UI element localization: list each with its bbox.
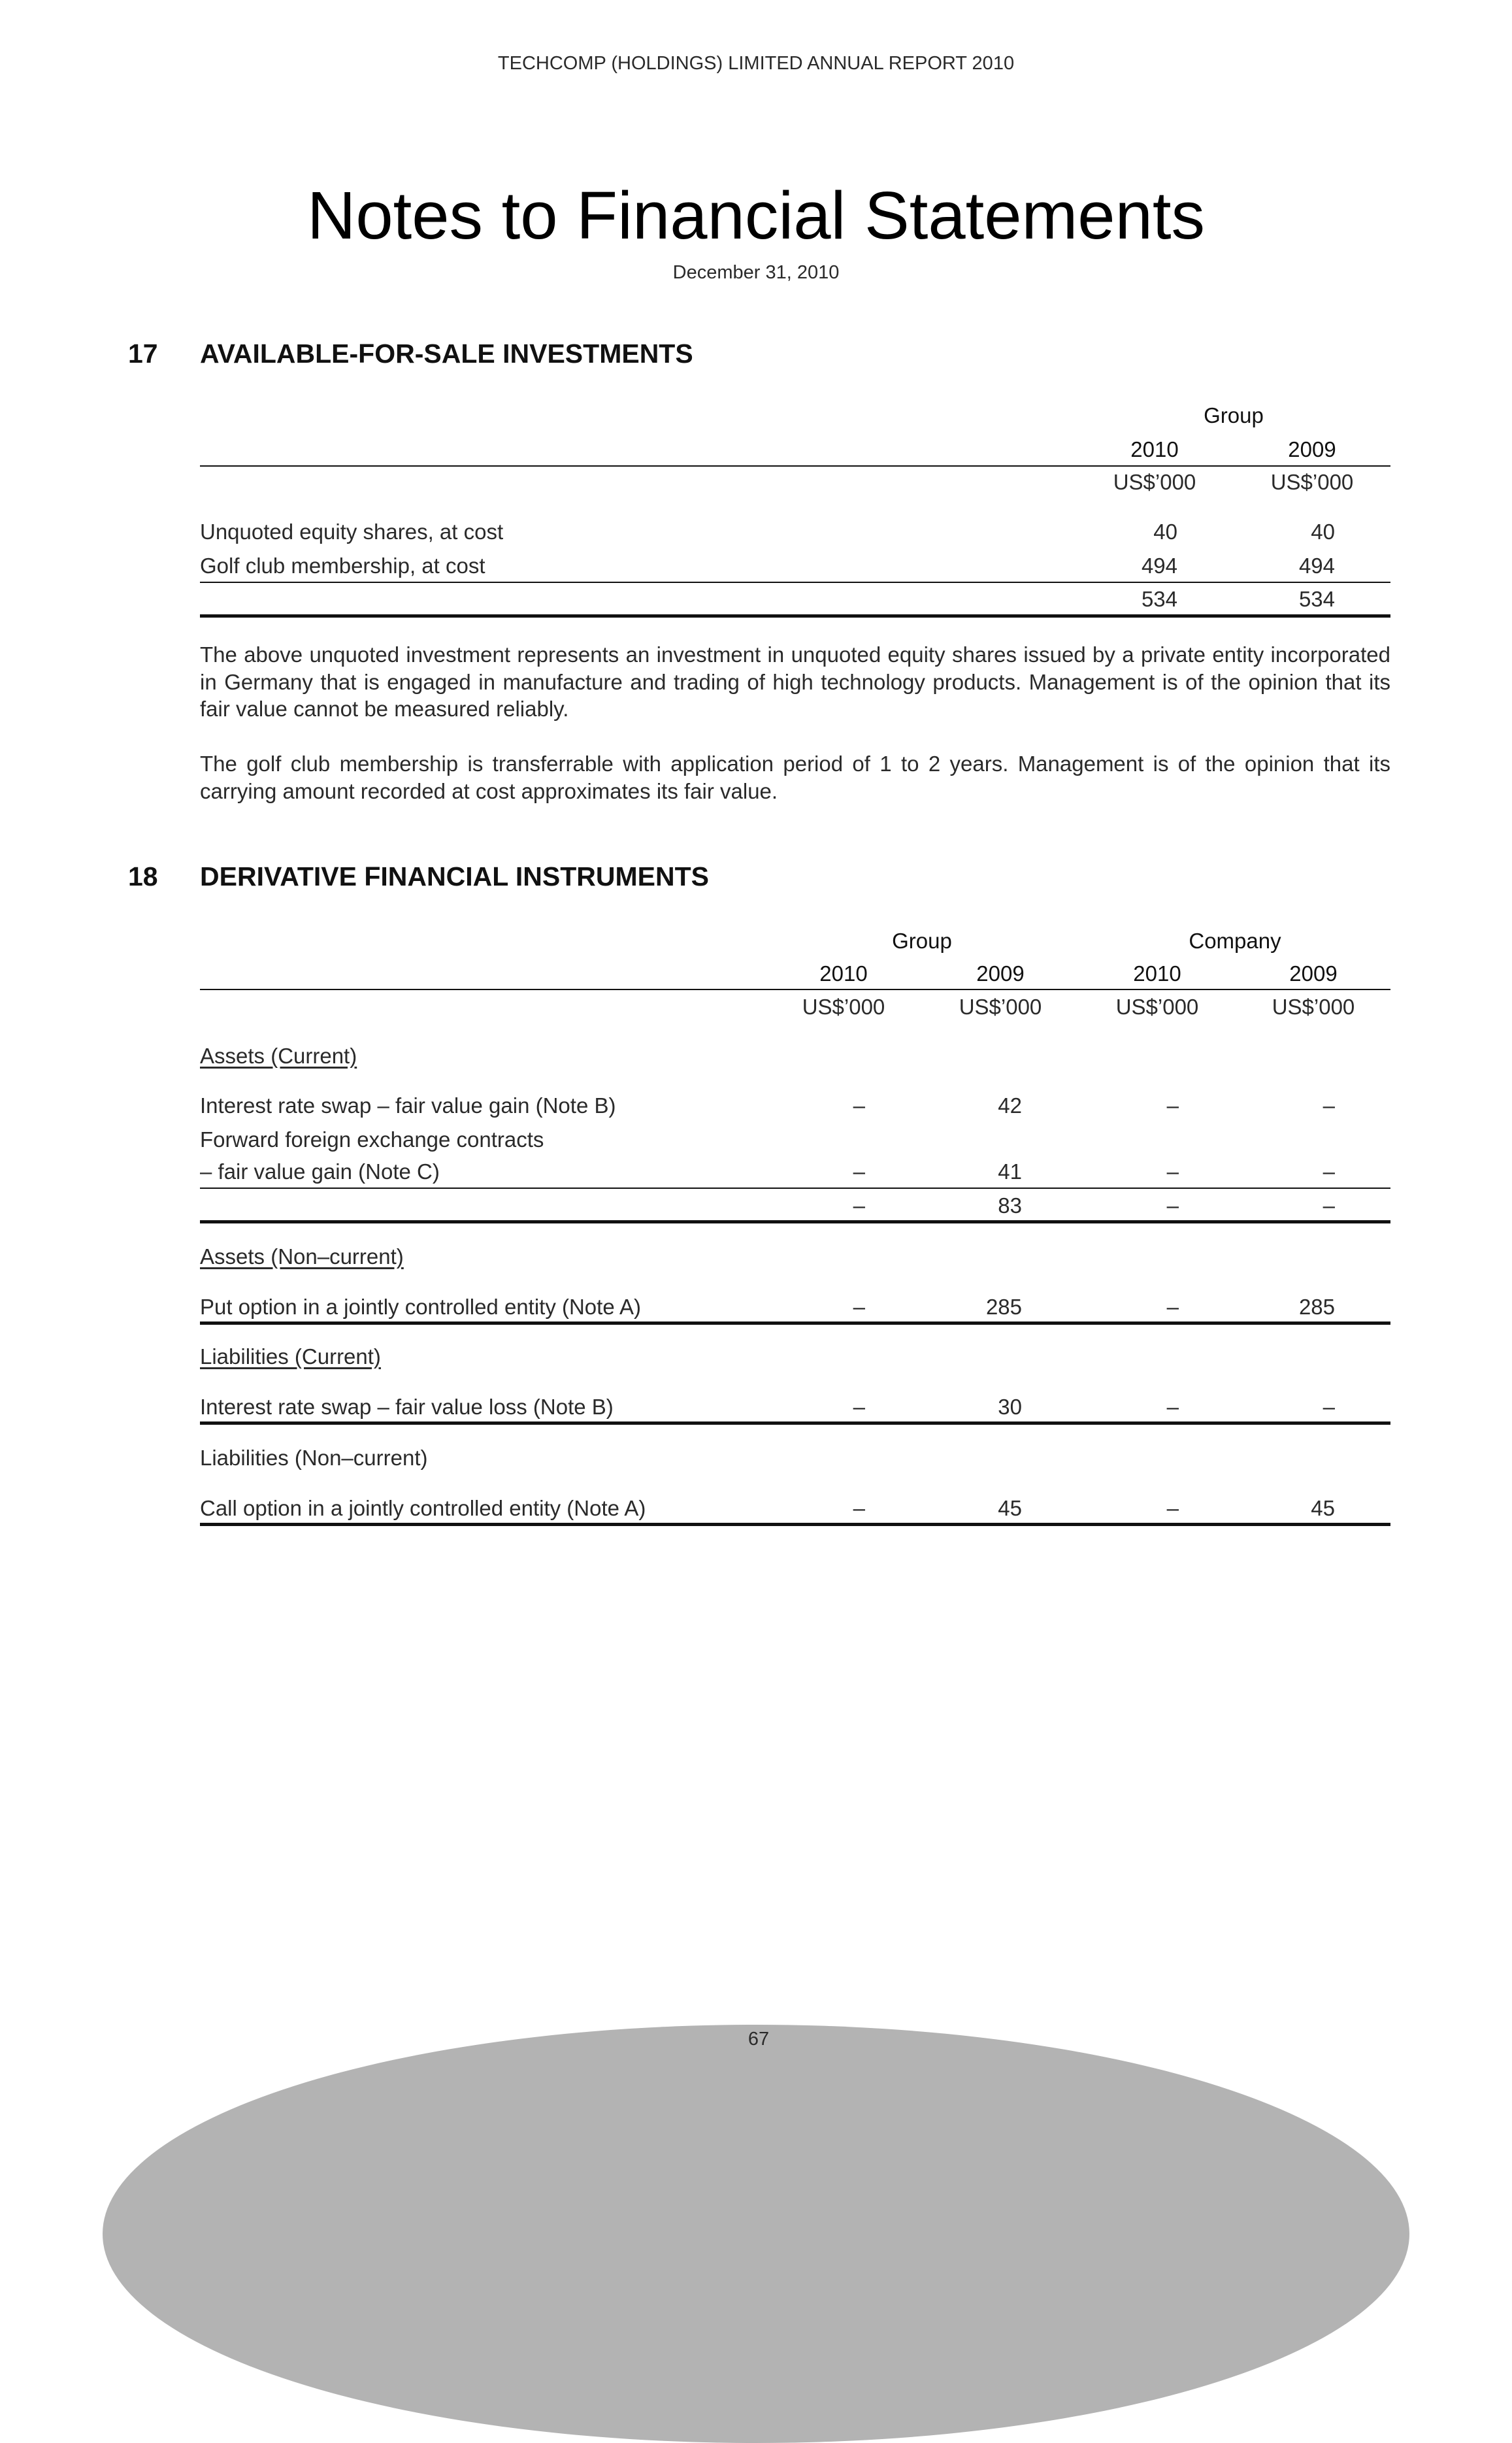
year-header: 2009: [1288, 437, 1336, 461]
cell: –: [853, 1159, 865, 1184]
unit-header: US$’000: [1272, 995, 1355, 1019]
cell: –: [853, 1093, 865, 1118]
cell: 45: [998, 1496, 1022, 1520]
row-label: Put option in a jointly controlled entity (Note A): [200, 1295, 642, 1319]
cell: 40: [1153, 520, 1177, 544]
year-header: 2010: [1130, 437, 1179, 461]
section-title-18: DERIVATIVE FINANCIAL INSTRUMENTS: [200, 861, 710, 891]
cell: 285: [1298, 1295, 1335, 1319]
year-header: 2010: [819, 961, 868, 986]
cell: –: [1323, 1395, 1335, 1419]
unit-header: US$’000: [802, 995, 885, 1019]
row-label: Forward foreign exchange contracts: [200, 1127, 544, 1152]
subsection-heading: Liabilities (Current): [200, 1344, 381, 1369]
cell: 494: [1298, 554, 1335, 578]
cell: 42: [998, 1093, 1022, 1118]
subsection-heading: Assets (Non–current): [200, 1244, 404, 1269]
section-title-17: AVAILABLE-FOR-SALE INVESTMENTS: [200, 339, 693, 369]
unit-header: US$’000: [1115, 995, 1199, 1019]
divider: [200, 1220, 1390, 1223]
cell: –: [853, 1295, 865, 1319]
divider: [200, 1321, 1390, 1325]
subsection-heading: Liabilities (Non–current): [200, 1446, 428, 1470]
subsection-heading: Assets (Current): [200, 1044, 357, 1068]
year-header: 2010: [1133, 961, 1181, 986]
row-label: Golf club membership, at cost: [200, 554, 485, 578]
cell: –: [853, 1395, 865, 1419]
section-number-18: 18: [128, 861, 158, 891]
decorative-footer-shape: [103, 2025, 1409, 2443]
page-title: Notes to Financial Statements: [306, 178, 1205, 253]
divider: [200, 1421, 1390, 1425]
cell: 285: [985, 1295, 1022, 1319]
group-header: Group: [1204, 403, 1264, 427]
cell: 494: [1141, 554, 1177, 578]
company-header: Company: [1189, 929, 1281, 953]
row-label: – fair value gain (Note C): [200, 1159, 440, 1184]
cell: –: [1166, 1159, 1179, 1184]
unit-header: US$’000: [959, 995, 1042, 1019]
cell: 534: [1141, 587, 1177, 611]
year-header: 2009: [1289, 961, 1338, 986]
row-label: Call option in a jointly controlled entity (Note A): [200, 1496, 646, 1520]
divider: [200, 614, 1390, 618]
unit-header: US$’000: [1270, 470, 1354, 494]
cell: –: [1166, 1496, 1179, 1520]
page-number: 67: [748, 2029, 770, 2050]
divider: [200, 1523, 1390, 1526]
divider: [200, 465, 1390, 467]
cell: –: [1166, 1395, 1179, 1419]
cell: –: [1166, 1193, 1179, 1218]
cell: –: [1323, 1193, 1335, 1218]
unit-header: US$’000: [1113, 470, 1196, 494]
divider: [200, 989, 1390, 990]
year-header: 2009: [976, 961, 1025, 986]
cell: 45: [1311, 1496, 1335, 1520]
row-label: Interest rate swap – fair value gain (Note B): [200, 1093, 616, 1118]
running-header: TECHCOMP (HOLDINGS) LIMITED ANNUAL REPORT 2010: [497, 53, 1015, 74]
cell: 41: [998, 1159, 1022, 1184]
page-date: December 31, 2010: [672, 262, 840, 283]
divider: [200, 582, 1390, 583]
cell: –: [1323, 1093, 1335, 1118]
cell: 83: [998, 1193, 1022, 1218]
group-header: Group: [892, 929, 952, 953]
divider: [200, 1188, 1390, 1189]
cell: 30: [998, 1395, 1022, 1419]
cell: –: [853, 1193, 865, 1218]
row-label: Unquoted equity shares, at cost: [200, 520, 504, 544]
cell: –: [853, 1496, 865, 1520]
cell: –: [1166, 1093, 1179, 1118]
paragraph: The above unquoted investment represents an investment in unquoted equity shares issued by a private entity incorporated in Germany that is engaged in manufacture and trading of high technology products. Management is of the opinion that its fair value cannot be measured reliably.: [200, 642, 1390, 721]
cell: 40: [1311, 520, 1335, 544]
paragraph: The golf club membership is transferrable with application period of 1 to 2 years. Management is of the opinion that its carrying amount recorded at cost approximates its fair value.: [200, 752, 1390, 803]
section-number-17: 17: [128, 339, 158, 369]
cell: –: [1323, 1159, 1335, 1184]
cell: 534: [1298, 587, 1335, 611]
cell: –: [1166, 1295, 1179, 1319]
row-label: Interest rate swap – fair value loss (Note B): [200, 1395, 614, 1419]
